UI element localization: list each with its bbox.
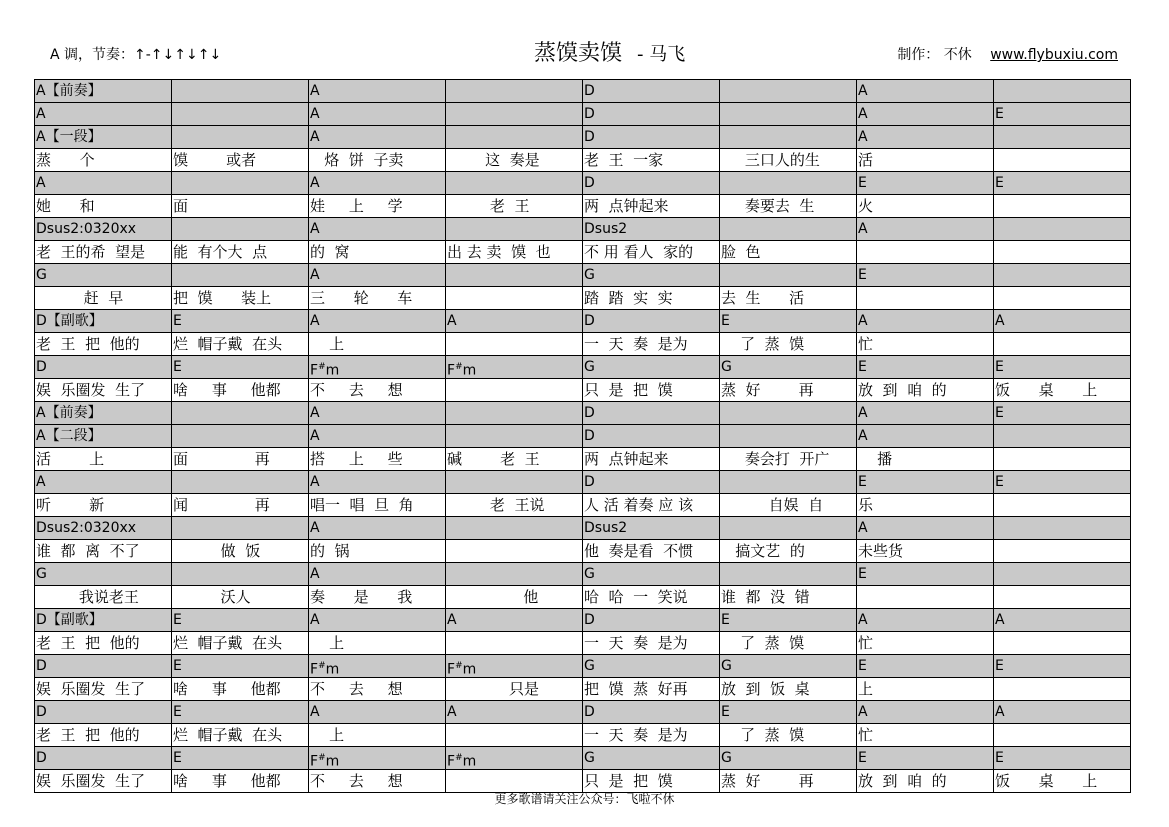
- lyric-cell: 沃人: [172, 586, 309, 609]
- chord-cell: E: [720, 701, 857, 724]
- chord-cell: [720, 126, 857, 149]
- lyric-cell: [994, 724, 1131, 747]
- chord-cell: A: [994, 609, 1131, 632]
- lyric-row: [35, 333, 1131, 356]
- chord-cell: G: [583, 563, 720, 586]
- chord-cell: E: [172, 356, 309, 379]
- chord-cell: G: [583, 356, 720, 379]
- lyric-cell: 烂 帽子戴 在头: [172, 333, 309, 356]
- lyric-cell: 馍 或者: [172, 149, 309, 172]
- chord-cell: F#m: [309, 655, 446, 678]
- chord-cell: A: [309, 563, 446, 586]
- lyric-cell: [994, 333, 1131, 356]
- chord-cell: A: [446, 701, 583, 724]
- key-rhythm-info: A 调，节奏：↑-↑↓↑↓↑↓: [50, 47, 222, 63]
- chord-row: [35, 80, 1131, 103]
- chord-cell: [994, 517, 1131, 540]
- lyric-cell: 她 和: [35, 195, 172, 218]
- lyric-cell: 未些货: [857, 540, 994, 563]
- chord-cell: [446, 126, 583, 149]
- footer-note: 更多歌谱请关注公众号：飞啦不休: [494, 792, 675, 806]
- chord-row: [35, 356, 1131, 379]
- chord-cell: A: [35, 471, 172, 494]
- chord-cell: [994, 126, 1131, 149]
- lyric-cell: 能 有个大 点: [172, 241, 309, 264]
- chord-cell: [720, 172, 857, 195]
- chord-cell: G: [720, 747, 857, 770]
- chord-cell: [446, 103, 583, 126]
- chord-cell: A: [994, 310, 1131, 333]
- chord-cell: D: [583, 310, 720, 333]
- lyric-cell: 谁 都 没 错: [720, 586, 857, 609]
- chord-row: [35, 264, 1131, 287]
- lyric-cell: 了 蒸 馍: [720, 632, 857, 655]
- chord-cell: A: [309, 80, 446, 103]
- chord-cell: A: [309, 126, 446, 149]
- chord-cell: G: [720, 655, 857, 678]
- chord-cell: G: [35, 563, 172, 586]
- lyric-cell: 播: [857, 448, 994, 471]
- lyric-row: [35, 195, 1131, 218]
- lyric-cell: 一 天 奏 是为: [583, 632, 720, 655]
- lyric-cell: 面 再: [172, 448, 309, 471]
- chord-cell: A【前奏】: [35, 80, 172, 103]
- lyric-cell: 忙: [857, 632, 994, 655]
- lyric-cell: 火: [857, 195, 994, 218]
- lyric-cell: 不 去 想: [309, 678, 446, 701]
- lyric-cell: 赶 早: [35, 287, 172, 310]
- lyric-cell: 我说老王: [35, 586, 172, 609]
- lyric-cell: 只 是 把 馍: [583, 379, 720, 402]
- lyric-cell: 蒸 好 再: [720, 379, 857, 402]
- lyric-cell: 搭 上 些: [309, 448, 446, 471]
- lyric-cell: 烂 帽子戴 在头: [172, 724, 309, 747]
- chord-cell: A: [309, 172, 446, 195]
- lyric-cell: [994, 195, 1131, 218]
- lyric-cell: 听 新: [35, 494, 172, 517]
- lyric-cell: 的 锅: [309, 540, 446, 563]
- maker-info: [897, 44, 1118, 64]
- lyric-cell: 奏会打 开广: [720, 448, 857, 471]
- lyric-cell: 饭 桌 上: [994, 770, 1131, 793]
- chord-cell: A: [309, 471, 446, 494]
- chord-cell: A: [857, 517, 994, 540]
- chord-row: [35, 218, 1131, 241]
- chord-cell: A: [857, 310, 994, 333]
- chord-cell: [446, 218, 583, 241]
- lyric-cell: 脸 色: [720, 241, 857, 264]
- lyric-cell: 蒸 个: [35, 149, 172, 172]
- lyric-cell: 饭 桌 上: [994, 379, 1131, 402]
- lyric-cell: [994, 678, 1131, 701]
- lyric-cell: 了 蒸 馍: [720, 724, 857, 747]
- chord-cell: [446, 563, 583, 586]
- chord-cell: Dsus2:0320xx: [35, 517, 172, 540]
- lyric-cell: 不 去 想: [309, 379, 446, 402]
- chord-cell: [994, 264, 1131, 287]
- lyric-cell: 三 轮 车: [309, 287, 446, 310]
- lyric-cell: [446, 333, 583, 356]
- lyric-row: [35, 632, 1131, 655]
- chord-cell: A: [309, 103, 446, 126]
- lyric-cell: [857, 586, 994, 609]
- chord-cell: E: [857, 356, 994, 379]
- chord-cell: A: [309, 218, 446, 241]
- lyric-cell: 老 王 把 他的: [35, 333, 172, 356]
- chord-cell: Dsus2: [583, 517, 720, 540]
- song-name: 蒸馍卖馍: [534, 41, 623, 66]
- lyric-cell: 老 王 把 他的: [35, 632, 172, 655]
- chord-row: [35, 701, 1131, 724]
- chord-cell: A: [857, 609, 994, 632]
- lyric-cell: [446, 724, 583, 747]
- chord-cell: E: [994, 172, 1131, 195]
- chord-cell: A【一段】: [35, 126, 172, 149]
- lyric-cell: 放 到 咱 的: [857, 770, 994, 793]
- chord-cell: [720, 517, 857, 540]
- lyric-cell: 放 到 咱 的: [857, 379, 994, 402]
- chord-cell: E: [720, 609, 857, 632]
- chord-cell: E: [172, 609, 309, 632]
- chord-cell: G: [35, 264, 172, 287]
- chord-cell: [720, 80, 857, 103]
- lyric-cell: 啥 事 他都: [172, 678, 309, 701]
- lyric-cell: [446, 632, 583, 655]
- chord-cell: E: [172, 701, 309, 724]
- lyric-cell: 奏 是 我: [309, 586, 446, 609]
- lyric-row: [35, 724, 1131, 747]
- lyric-cell: 奏要去 生: [720, 195, 857, 218]
- lyric-cell: 哈 哈 一 笑说: [583, 586, 720, 609]
- chord-cell: D: [35, 701, 172, 724]
- lyric-cell: 面: [172, 195, 309, 218]
- chord-cell: E: [994, 747, 1131, 770]
- chord-cell: A: [857, 218, 994, 241]
- chord-cell: [446, 402, 583, 425]
- lyric-cell: 碱 老 王: [446, 448, 583, 471]
- chord-cell: D【副歌】: [35, 609, 172, 632]
- lyric-cell: [446, 287, 583, 310]
- chord-cell: A: [309, 425, 446, 448]
- lyric-cell: 自娱 自: [720, 494, 857, 517]
- chord-cell: D【副歌】: [35, 310, 172, 333]
- chord-cell: [172, 218, 309, 241]
- lyric-row: [35, 494, 1131, 517]
- chord-cell: [994, 80, 1131, 103]
- chord-cell: A: [309, 402, 446, 425]
- chord-cell: [994, 425, 1131, 448]
- maker-label: 制作： 不休: [897, 47, 972, 63]
- chord-cell: A: [446, 609, 583, 632]
- chord-cell: A: [857, 80, 994, 103]
- lyric-row: [35, 379, 1131, 402]
- chord-cell: [720, 563, 857, 586]
- chord-cell: [172, 126, 309, 149]
- chord-cell: Dsus2: [583, 218, 720, 241]
- lyric-cell: 老 王说: [446, 494, 583, 517]
- lyric-cell: 他: [446, 586, 583, 609]
- lyric-cell: 上: [309, 333, 446, 356]
- chord-cell: A【前奏】: [35, 402, 172, 425]
- lyric-cell: 活 上: [35, 448, 172, 471]
- chord-cell: [172, 402, 309, 425]
- lyric-cell: 放 到 饭 桌: [720, 678, 857, 701]
- chord-cell: [446, 425, 583, 448]
- chord-cell: F#m: [446, 655, 583, 678]
- chord-cell: E: [857, 172, 994, 195]
- chord-cell: [446, 517, 583, 540]
- chord-cell: D: [583, 471, 720, 494]
- chord-cell: F#m: [309, 356, 446, 379]
- chord-row: [35, 172, 1131, 195]
- chord-cell: A: [35, 172, 172, 195]
- lyric-cell: 只是: [446, 678, 583, 701]
- lyric-row: [35, 586, 1131, 609]
- chord-cell: D: [583, 103, 720, 126]
- chord-cell: E: [857, 655, 994, 678]
- lyric-cell: 上: [309, 724, 446, 747]
- chord-row: [35, 609, 1131, 632]
- lyric-cell: 娱 乐圈发 生了: [35, 678, 172, 701]
- lyric-cell: 老 王 把 他的: [35, 724, 172, 747]
- chord-cell: G: [583, 747, 720, 770]
- chord-cell: E: [994, 471, 1131, 494]
- lyric-cell: 这 奏是: [446, 149, 583, 172]
- chord-cell: E: [994, 103, 1131, 126]
- lyric-cell: 人 活 着奏 应 该: [583, 494, 720, 517]
- chord-cell: F#m: [309, 747, 446, 770]
- song-title: [534, 36, 685, 67]
- chord-cell: E: [857, 471, 994, 494]
- lyric-cell: [994, 448, 1131, 471]
- chord-cell: [720, 264, 857, 287]
- chord-cell: A: [994, 701, 1131, 724]
- chord-cell: D: [583, 402, 720, 425]
- chord-cell: D: [583, 609, 720, 632]
- chord-cell: [446, 172, 583, 195]
- lyric-cell: 忙: [857, 333, 994, 356]
- chord-cell: E: [994, 655, 1131, 678]
- chord-row: [35, 103, 1131, 126]
- chord-cell: [446, 471, 583, 494]
- lyric-cell: 去 生 活: [720, 287, 857, 310]
- chord-cell: [720, 218, 857, 241]
- chord-cell: A: [309, 264, 446, 287]
- lyric-cell: 两 点钟起来: [583, 195, 720, 218]
- chord-cell: D: [583, 80, 720, 103]
- chord-row: [35, 126, 1131, 149]
- chord-cell: E: [857, 747, 994, 770]
- chord-cell: D: [583, 701, 720, 724]
- lyric-cell: 不 用 看人 家的: [583, 241, 720, 264]
- lyric-cell: [994, 540, 1131, 563]
- lyric-cell: [994, 149, 1131, 172]
- chord-cell: E: [857, 264, 994, 287]
- lyric-cell: [857, 287, 994, 310]
- chord-cell: [994, 218, 1131, 241]
- chord-cell: E: [857, 563, 994, 586]
- chord-cell: [172, 80, 309, 103]
- chord-cell: D: [583, 126, 720, 149]
- lyric-cell: 的 窝: [309, 241, 446, 264]
- lyric-cell: 了 蒸 馍: [720, 333, 857, 356]
- chord-cell: [172, 103, 309, 126]
- lyric-row: [35, 287, 1131, 310]
- chord-cell: E: [720, 310, 857, 333]
- lyric-cell: 一 天 奏 是为: [583, 333, 720, 356]
- lyric-cell: 一 天 奏 是为: [583, 724, 720, 747]
- chord-cell: [720, 471, 857, 494]
- lyric-cell: 蒸 好 再: [720, 770, 857, 793]
- lyric-cell: [994, 241, 1131, 264]
- chord-cell: E: [994, 356, 1131, 379]
- chord-cell: [720, 402, 857, 425]
- chord-row: [35, 747, 1131, 770]
- lyric-row: [35, 149, 1131, 172]
- chord-cell: A: [857, 402, 994, 425]
- lyric-cell: 老 王: [446, 195, 583, 218]
- chord-cell: [720, 425, 857, 448]
- lyric-cell: 做 饭: [172, 540, 309, 563]
- lyric-cell: 娃 上 学: [309, 195, 446, 218]
- chord-cell: E: [172, 655, 309, 678]
- lyric-cell: 上: [857, 678, 994, 701]
- lyric-cell: 踏 踏 实 实: [583, 287, 720, 310]
- lyric-cell: 三口人的生: [720, 149, 857, 172]
- lyric-cell: 两 点钟起来: [583, 448, 720, 471]
- chord-cell: D: [35, 655, 172, 678]
- chord-cell: A: [857, 425, 994, 448]
- chord-row: [35, 402, 1131, 425]
- chord-cell: [172, 471, 309, 494]
- chord-cell: A: [857, 126, 994, 149]
- chord-cell: [172, 563, 309, 586]
- chord-cell: A【二段】: [35, 425, 172, 448]
- lyric-cell: 搞文艺 的: [720, 540, 857, 563]
- chord-cell: A: [857, 103, 994, 126]
- lyric-cell: 啥 事 他都: [172, 379, 309, 402]
- lyric-cell: 乐: [857, 494, 994, 517]
- lyric-cell: [857, 241, 994, 264]
- lyric-cell: 烂 帽子戴 在头: [172, 632, 309, 655]
- lyric-cell: [994, 586, 1131, 609]
- chord-cell: A: [446, 310, 583, 333]
- website-link[interactable]: www.flybuxiu.com: [990, 47, 1118, 63]
- lyric-cell: [994, 494, 1131, 517]
- lyric-cell: [994, 287, 1131, 310]
- chord-cell: [446, 264, 583, 287]
- lyric-cell: 老 王 一家: [583, 149, 720, 172]
- lyric-cell: 只 是 把 馍: [583, 770, 720, 793]
- lyric-cell: 谁 都 离 不了: [35, 540, 172, 563]
- chord-row: [35, 471, 1131, 494]
- lyric-cell: 娱 乐圈发 生了: [35, 379, 172, 402]
- chord-cell: G: [583, 655, 720, 678]
- chord-row: [35, 563, 1131, 586]
- lyric-cell: 上: [309, 632, 446, 655]
- lyric-cell: [446, 379, 583, 402]
- chord-cell: F#m: [446, 356, 583, 379]
- chord-cell: Dsus2:0320xx: [35, 218, 172, 241]
- chord-cell: [994, 563, 1131, 586]
- chord-cell: A: [35, 103, 172, 126]
- chord-cell: F#m: [446, 747, 583, 770]
- chord-cell: E: [994, 402, 1131, 425]
- lyric-cell: 唱一 唱 旦 角: [309, 494, 446, 517]
- lyric-row: [35, 540, 1131, 563]
- chord-cell: A: [857, 701, 994, 724]
- lyric-cell: [994, 632, 1131, 655]
- chord-cell: D: [583, 172, 720, 195]
- lyric-row: [35, 678, 1131, 701]
- lyric-cell: 不 去 想: [309, 770, 446, 793]
- chord-cell: A: [309, 609, 446, 632]
- lyric-cell: 出 去 卖 馍 也: [446, 241, 583, 264]
- chord-cell: E: [172, 310, 309, 333]
- lyric-cell: 活: [857, 149, 994, 172]
- chord-row: [35, 310, 1131, 333]
- lyric-row: [35, 448, 1131, 471]
- chord-row: [35, 425, 1131, 448]
- chord-cell: G: [720, 356, 857, 379]
- lyric-cell: 把 馍 装上: [172, 287, 309, 310]
- artist-name: - 马飞: [637, 44, 686, 65]
- chord-row: [35, 517, 1131, 540]
- lyric-cell: 烙 饼 子卖: [309, 149, 446, 172]
- chord-cell: E: [172, 747, 309, 770]
- lyric-cell: 闻 再: [172, 494, 309, 517]
- chord-cell: G: [583, 264, 720, 287]
- lyric-row: [35, 241, 1131, 264]
- lyric-cell: 忙: [857, 724, 994, 747]
- chord-cell: A: [309, 310, 446, 333]
- chord-row: [35, 655, 1131, 678]
- lyric-cell: 他 奏是看 不惯: [583, 540, 720, 563]
- chord-cell: D: [583, 425, 720, 448]
- chord-cell: D: [35, 747, 172, 770]
- chord-cell: [172, 264, 309, 287]
- lyric-cell: 老 王的希 望是: [35, 241, 172, 264]
- lyric-cell: 娱 乐圈发 生了: [35, 770, 172, 793]
- chord-cell: A: [309, 517, 446, 540]
- chord-cell: A: [309, 701, 446, 724]
- chord-cell: D: [35, 356, 172, 379]
- chord-cell: [172, 425, 309, 448]
- lyric-cell: 啥 事 他都: [172, 770, 309, 793]
- chord-cell: [172, 172, 309, 195]
- chord-cell: [720, 103, 857, 126]
- chord-cell: [446, 80, 583, 103]
- chord-lyric-sheet: [34, 79, 1131, 793]
- lyric-cell: [446, 540, 583, 563]
- chord-cell: [172, 517, 309, 540]
- lyric-cell: 把 馍 蒸 好再: [583, 678, 720, 701]
